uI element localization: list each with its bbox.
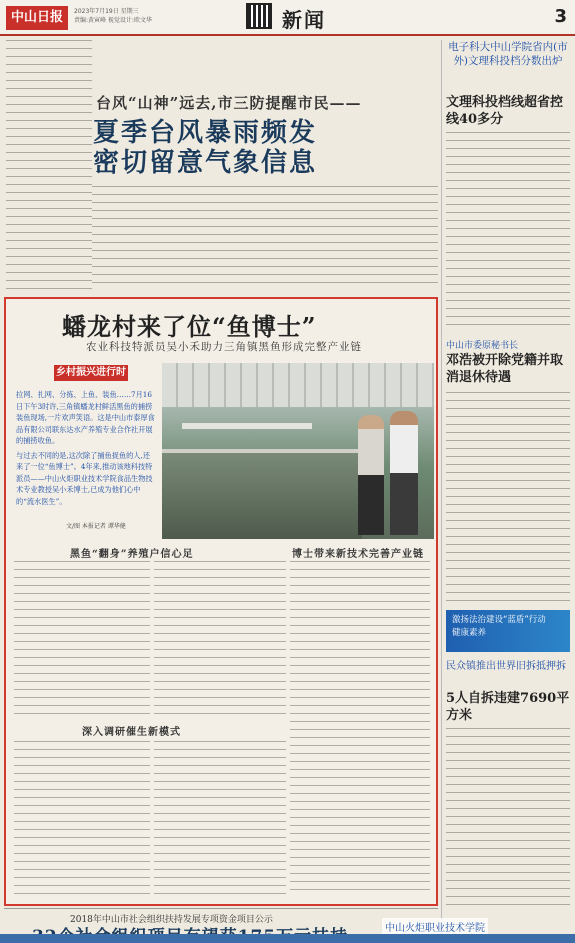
right-headline-3: 5人自拆违建7690平方米 [446, 691, 570, 723]
feature-subhead [82, 723, 181, 738]
greenhouse-roof [162, 363, 434, 407]
feature-body-text [290, 561, 430, 897]
right-body-text [446, 728, 570, 912]
bottom-kicker: 2018年中山市社会组织扶持发展专项资金项目公示 [70, 915, 273, 925]
subhead-text: 深入调研催生新模式 [82, 727, 181, 738]
typhoon-body-text [6, 40, 92, 290]
right-kicker: 电子科大中山学院省内(市外)文理科投档分数出炉 [448, 41, 568, 67]
masthead [0, 0, 575, 36]
masthead-meta [74, 7, 152, 25]
issue-date: 2023年7月19日 星期三 [74, 8, 139, 15]
banner-line: 健康素养 [452, 628, 487, 638]
byline: 文/图 本报记者 谭华健 [66, 523, 126, 530]
feature-subhead [70, 545, 194, 560]
fish-pond [162, 449, 362, 539]
editor-credit: 责编:黄寅峰 视觉设计:欧文华 [74, 17, 152, 24]
newspaper-logo: 中山日报 [6, 6, 68, 30]
divider [4, 908, 438, 909]
lead-paragraph: 与过去不同的是,这次除了捕鱼捉鱼的人,还来了一位“鱼博士”。4年来,推动该地科技特派员——中山火炬职业技术学院食品生物技术专业教授吴小禾博士,已成为他们心中的“流水医生”。 [16, 450, 153, 506]
column-divider [441, 40, 442, 920]
feature-body-text [154, 561, 286, 717]
typhoon-headline [93, 118, 317, 178]
feature-body-text [14, 561, 150, 717]
feature-story-box [4, 297, 438, 906]
banner-line: 激扬法治建设“蓝盾”行动 [452, 615, 546, 625]
right-kicker-2: 中山市委原秘书长 [446, 341, 519, 351]
feature-headline: 蟠龙村来了位“鱼博士” [62, 312, 317, 341]
typhoon-body-text-2 [92, 186, 438, 290]
subhead-text: 博士带来新技术完善产业链 [292, 549, 424, 560]
feature-body-text [14, 741, 150, 897]
right-kicker-3: 民众镇推出世界旧拆抵押拆 [446, 661, 566, 672]
rural-revitalization-tag: 乡村振兴进行时 [54, 365, 128, 381]
lead-paragraph: 拉网、扎网、分拣、上鱼、装鱼……7月16日下午3时许,三角镇蟠龙村鲜活黑鱼的捕捞装鱼现场,一片欢声笑语。这是中山市泰厚食品有限公司联东达水产养殖专业合作社开展的捕捞收鱼。 [16, 390, 155, 445]
feature-subhead [292, 545, 424, 560]
footer-bar [0, 934, 575, 943]
subhead-text: 黑鱼“翻身”养殖户信心足 [70, 549, 194, 560]
person-figure [390, 411, 418, 535]
feature-body-text [154, 741, 286, 897]
typhoon-kicker: 台风“山神”远去,市三防提醒市民—— [96, 94, 362, 112]
typhoon-headline-line2: 密切留意气象信息 [93, 148, 318, 178]
water-pipe [182, 423, 312, 429]
source-watermark: 中山火炬职业技术学院 [382, 918, 488, 935]
right-headline: 文理科投档线超省控线40多分 [446, 95, 564, 127]
right-headline-2: 邓浩被开除党籍并取消退休待遇 [446, 353, 564, 385]
qr-code-icon [246, 3, 272, 29]
section-title: 新闻 [282, 8, 326, 32]
feature-lead [16, 389, 156, 510]
person-figure [358, 415, 384, 535]
typhoon-headline-line1: 夏季台风暴雨频发 [93, 118, 318, 148]
feature-photo [162, 363, 434, 539]
page-number: 3 [554, 6, 567, 27]
right-body-text [446, 132, 570, 332]
right-body-text [446, 392, 570, 604]
feature-subheadline: 农业科技特派员吴小禾助力三角镇黑鱼形成完整产业链 [86, 341, 362, 353]
campaign-banner [446, 610, 570, 652]
